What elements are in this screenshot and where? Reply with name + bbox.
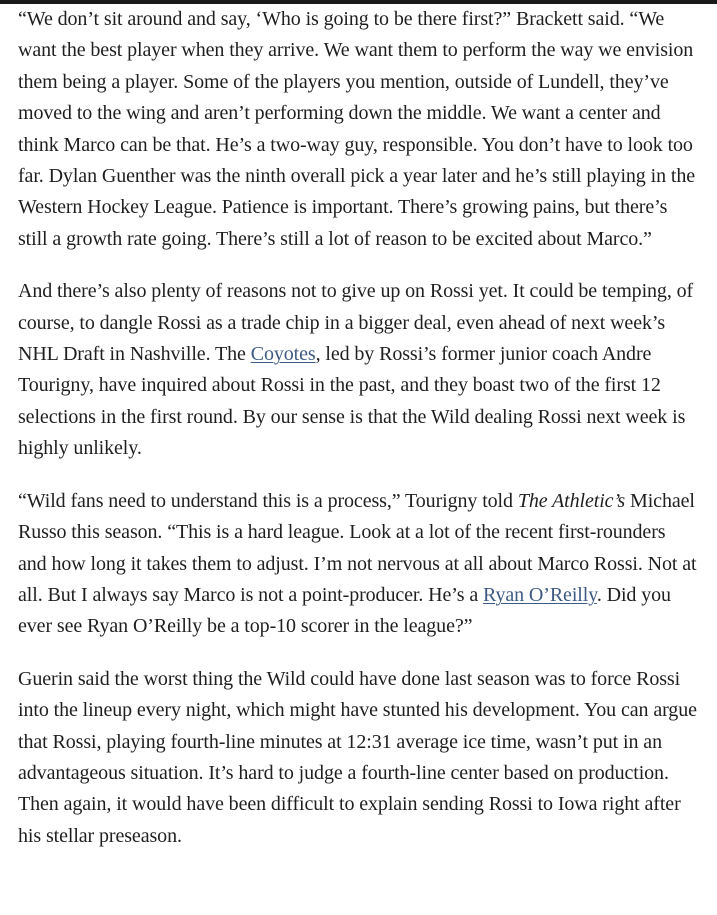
paragraph-tourigny-quote xyxy=(18,486,698,643)
paragraph-text: “We don’t sit around and say, ‘Who is going to be there first?” Brackett said. “We want the best player when they arrive. We want them to perform the way we envision them being a player. Some of the players you mention, outside of Lundell, they’ve moved to the wing and aren’t performing down the middle. We want a center and think Marco can be that. He’s a two-way guy, responsible. You don’t have to look too far. Dylan Guenther was the ninth overall pick a year later and he’s still playing in the Western Hockey League. Patience is important. There’s growing pains, but there’s still a growth rate going. There’s still a lot of reason to be excited about Marco.” xyxy=(18,8,695,250)
paragraph-text: And there’s also plenty of reasons not to give up on Rossi yet. It could be temping, of course, to dangle Rossi as a trade chip in a bigger deal, even ahead of next week’s NHL Draft in Nashville. The xyxy=(18,280,694,366)
ryan-oreilly-link[interactable]: Ryan O’Reilly xyxy=(483,583,597,606)
paragraph-trade-chip xyxy=(18,276,698,464)
publication-name: The Athletic’s xyxy=(517,489,626,512)
coyotes-link[interactable]: Coyotes xyxy=(250,343,316,366)
paragraph-text: Michael Russo this season. “This is a hard league. Look at a lot of the recent first-rounders and how long it takes them to adjust. I’m not nervous at all about Marco Rossi. Not at all. But I always say Marco is not a point-producer. He’s a xyxy=(18,489,697,606)
article-body xyxy=(18,4,698,873)
paragraph-text: . Did you ever see Ryan O’Reilly be a top-10 scorer in the league?” xyxy=(18,583,671,638)
paragraph-guerin xyxy=(18,664,698,852)
paragraph-text: “Wild fans need to understand this is a process,” Tourigny told xyxy=(18,489,518,512)
paragraph-text: , led by Rossi’s former junior coach Andre Tourigny, have inquired about Rossi in the past, and they boast two of the first 12 selections in the first round. By our sense is that the Wild dealing Rossi next week is highly unlikely. xyxy=(18,343,686,460)
paragraph-text: Guerin said the worst thing the Wild could have done last season was to force Rossi into the lineup every night, which might have stunted his development. You can argue that Rossi, playing fourth-line minutes at 12:31 average ice time, wasn’t put in an advantageous situation. It’s hard to judge a fourth-line center based on production. Then again, it would have been difficult to explain sending Rossi to Iowa right after his stellar preseason. xyxy=(18,667,697,847)
paragraph-brackett-quote xyxy=(18,4,698,255)
